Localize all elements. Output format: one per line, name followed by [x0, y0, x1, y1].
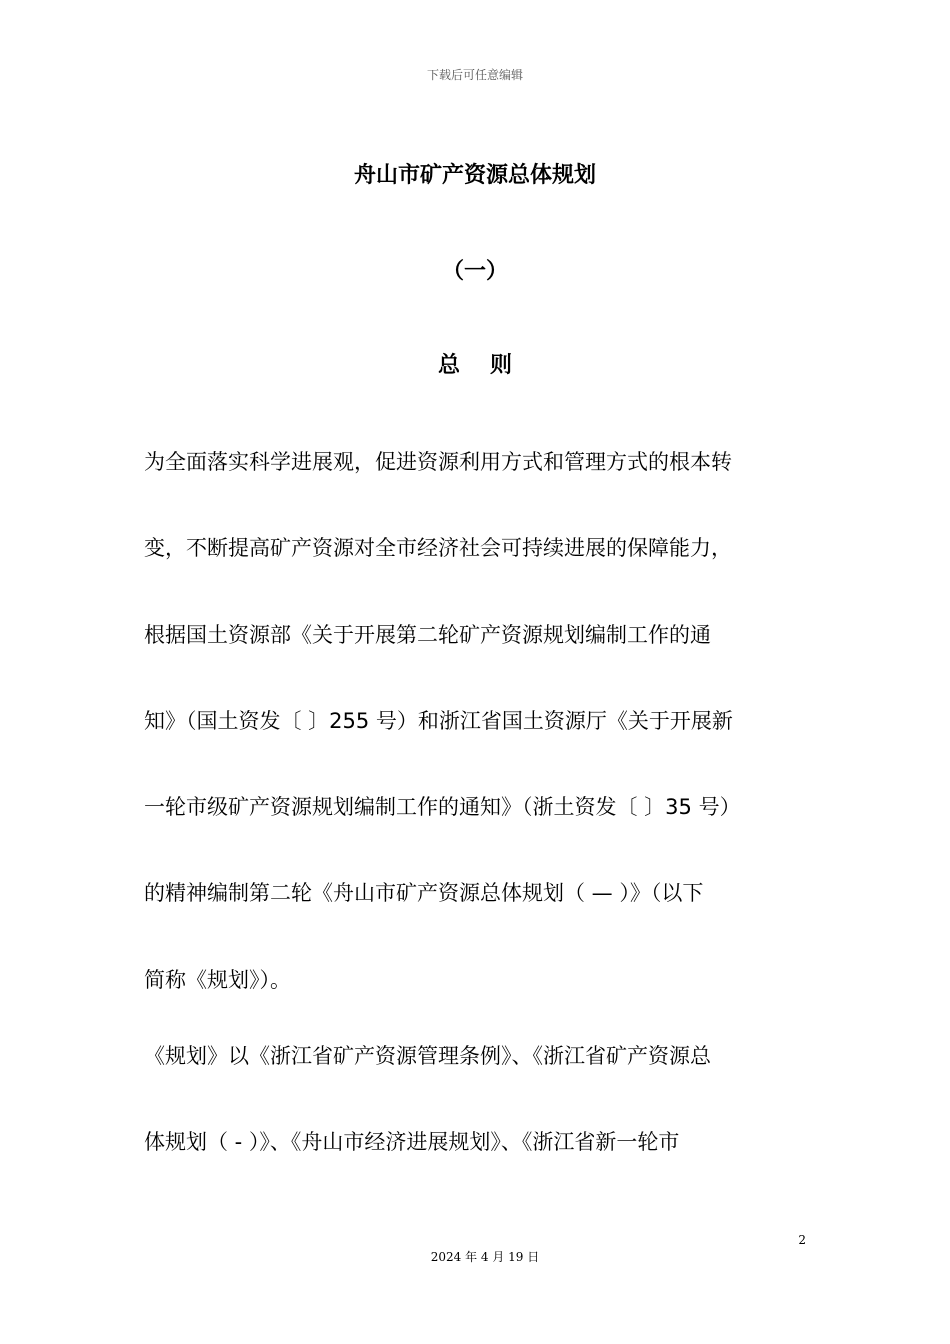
body-line-1: 为全面落实科学进展观，促进资源利用方式和管理方式的根本转 [144, 450, 732, 474]
page-header-note: 下载后可任意编辑 [426, 68, 523, 82]
body-line-6: 的精神编制第二轮《舟山市矿产资源总体规划（ — ）》（以下 [144, 881, 704, 905]
body-line-8: 《规划》以《浙江省矿产资源管理条例》、《浙江省矿产资源总 [144, 1044, 711, 1068]
body-line-9: 体规划（ - ）》、《舟山市经济进展规划》、《浙江省新一轮市 [144, 1130, 680, 1154]
page-number: 2 [798, 1233, 806, 1247]
body-line-5: 一轮市级矿产资源规划编制工作的通知》（浙土资发〔 〕35 号） [144, 795, 741, 819]
section-heading-char-2: 则 [490, 353, 513, 378]
document-title: 舟山市矿产资源总体规划 [353, 163, 596, 188]
document-subtitle: （一） [441, 259, 508, 284]
body-line-3: 根据国土资源部《关于开展第二轮矿产资源规划编制工作的通 [144, 623, 711, 647]
body-line-7: 简称《规划》）。 [144, 968, 291, 992]
footer-date: 2024 年 4 月 19 日 [430, 1250, 540, 1264]
section-heading-char-1: 总 [437, 353, 460, 378]
body-line-2: 变，不断提高矿产资源对全市经济社会可持续进展的保障能力， [144, 536, 732, 560]
section-heading [0, 348, 950, 379]
body-line-4: 知》（国土资发〔 〕255 号）和浙江省国土资源厅《关于开展新 [144, 709, 733, 733]
